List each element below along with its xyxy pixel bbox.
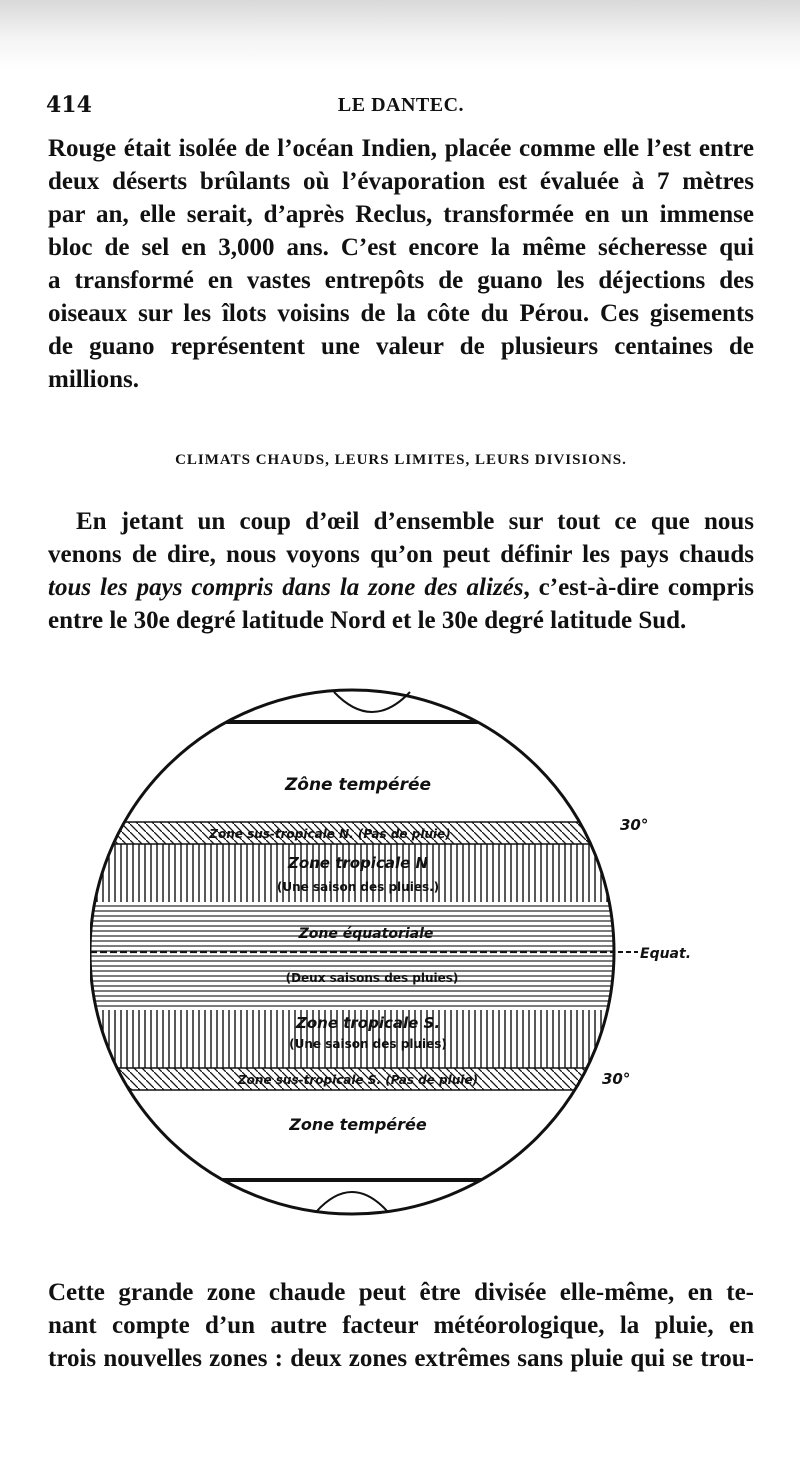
page-number: 414 xyxy=(46,92,92,118)
label-zone-sus-tropicale-sud: Zone sus-tropicale S. (Pas de pluie) xyxy=(237,1073,479,1087)
text-line: deux déserts brûlants où l’évaporation est évaluée à 7 mètres xyxy=(48,168,754,195)
label-zone-temperee-sud: Zone tempérée xyxy=(289,1115,427,1134)
text-line: entre le 30e degré latitude Nord et le 30e degré latitude Sud. xyxy=(48,607,687,634)
paragraph-continuation xyxy=(48,132,754,396)
label-zone-sus-tropicale-nord: Zone sus-tropicale N. (Pas de pluie) xyxy=(209,827,451,841)
text-line: a transformé en vastes entrepôts de guano les déjections des xyxy=(48,267,754,294)
text-line xyxy=(48,571,754,604)
text-line: nant compte d’un autre facteur météorologique, la pluie, en xyxy=(48,1312,754,1339)
text-line: Rouge était isolée de l’océan Indien, placée comme elle l’est entre xyxy=(48,135,754,162)
text-line: par an, elle serait, d’après Reclus, transformée en un immense xyxy=(48,201,754,228)
text-line: oiseaux sur les îlots voisins de la côte du Pérou. Ces gisements xyxy=(48,300,754,327)
italic-phrase: tous les pays compris dans la zone des alizés xyxy=(48,574,524,601)
page-edge-shadow xyxy=(0,0,800,70)
label-zone-temperee-nord: Zône tempérée xyxy=(284,775,432,795)
label-zone-tropicale-nord-note: (Une saison des pluies.) xyxy=(276,880,440,894)
label-latitude-30-south: 30° xyxy=(602,1070,631,1088)
label-equator: Equat. xyxy=(640,946,692,962)
running-head: LE DANTEC. xyxy=(337,94,465,116)
band-equatorial xyxy=(90,902,710,1010)
page-header xyxy=(46,88,756,124)
label-zone-equatoriale-note: (Deux saisons des pluies) xyxy=(285,971,459,985)
label-latitude-30-north: 30° xyxy=(620,816,649,834)
text-line: venons de dire, nous voyons qu’on peut définir les pays chauds xyxy=(48,541,754,568)
section-heading: CLIMATS CHAUDS, LEURS LIMITES, LEURS DIVISIONS. xyxy=(175,452,627,468)
polar-cap-south xyxy=(316,1192,388,1212)
label-zone-tropicale-sud-note: (Une saison des pluies) xyxy=(289,1037,447,1051)
text-line: En jetant un coup d’œil d’ensemble sur tout ce que nous xyxy=(76,508,754,535)
tropic-line-north xyxy=(90,720,710,724)
text-line: Cette grande zone chaude peut être divisée elle-même, en te- xyxy=(48,1279,754,1306)
label-zone-equatoriale: Zone équatoriale xyxy=(298,926,434,942)
text-line: bloc de sel en 3,000 ans. C’est encore la même sécheresse qui xyxy=(48,234,754,261)
label-zone-tropicale-nord: Zone tropicale N xyxy=(287,854,429,872)
paragraph-zone-division xyxy=(48,1276,754,1375)
paragraph-definition xyxy=(48,505,754,637)
text-line: millions. xyxy=(48,366,139,393)
text-fragment: , c’est-à-dire compris xyxy=(523,574,754,601)
climate-zones-globe-diagram xyxy=(90,680,710,1225)
text-line: trois nouvelles zones : deux zones extrêmes sans pluie qui se trou- xyxy=(48,1345,754,1372)
label-zone-tropicale-sud: Zone tropicale S. xyxy=(295,1014,441,1032)
tropic-line-south xyxy=(90,1178,710,1182)
text-line: de guano représentent une valeur de plusieurs centaines de xyxy=(48,333,754,360)
